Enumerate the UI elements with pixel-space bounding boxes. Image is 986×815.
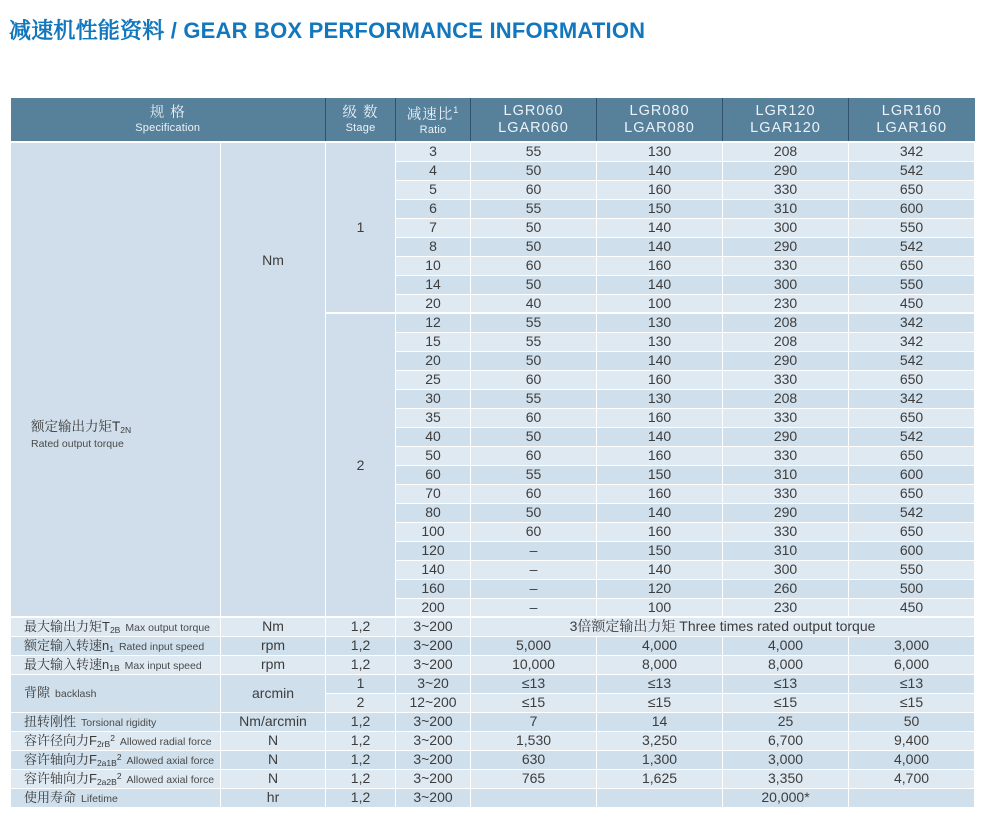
torque-value-cell: 600 [849, 541, 975, 560]
spec-row [11, 655, 975, 674]
spec-value-cell [597, 788, 723, 807]
torque-value-cell: 120 [597, 579, 723, 598]
spec-label-subscript: 2B [109, 624, 121, 635]
spec-unit-cell: Nm/arcmin [221, 712, 326, 731]
header-ratio [396, 98, 471, 142]
table-body [11, 142, 975, 807]
torque-value-cell: 310 [723, 541, 849, 560]
torque-value-cell: 330 [723, 256, 849, 275]
spec-value-cell: 20,000* [723, 788, 849, 807]
stage-cell: 2 [326, 313, 396, 617]
spec-label-cn: 最大输入转速n [24, 656, 110, 672]
ratio-cell: 7 [396, 218, 471, 237]
spec-value-cell: ≤15 [723, 693, 849, 712]
spec-value-cell: ≤13 [723, 674, 849, 693]
torque-value-cell: 150 [597, 465, 723, 484]
page-title: 减速机性能资料 / GEAR BOX PERFORMANCE INFORMATION [9, 18, 646, 43]
spec-value-cell: ≤13 [849, 674, 975, 693]
spec-unit-cell: arcmin [221, 674, 326, 712]
torque-value-cell: – [471, 541, 597, 560]
torque-value-cell: 650 [849, 256, 975, 275]
torque-value-cell: 542 [849, 237, 975, 256]
torque-value-cell: 150 [597, 199, 723, 218]
torque-value-cell: 550 [849, 218, 975, 237]
ratio-cell: 3~200 [396, 712, 471, 731]
spec-value-cell: 3,250 [597, 731, 723, 750]
torque-value-cell: 50 [471, 503, 597, 522]
spec-value-cell: 3,000 [849, 636, 975, 655]
stage-cell: 1,2 [326, 731, 396, 750]
ratio-cell: 120 [396, 541, 471, 560]
torque-value-cell: 160 [597, 256, 723, 275]
torque-value-cell: 450 [849, 598, 975, 617]
ratio-cell: 160 [396, 579, 471, 598]
torque-value-cell: 450 [849, 294, 975, 313]
torque-value-cell: 140 [597, 161, 723, 180]
spec-row [11, 674, 975, 693]
torque-value-cell: 208 [723, 332, 849, 351]
spec-label-cell [11, 617, 221, 636]
spec-label-subscript: 2rB [96, 738, 111, 749]
torque-value-cell: 55 [471, 142, 597, 161]
torque-value-cell: 310 [723, 465, 849, 484]
ratio-cell: 25 [396, 370, 471, 389]
spec-value-cell: 8,000 [723, 655, 849, 674]
header-stage [326, 98, 396, 142]
spec-value-cell: 8,000 [597, 655, 723, 674]
spec-label-en: Torsional rigidity [81, 716, 157, 729]
header-stage-cn: 级 数 [342, 104, 379, 121]
spec-row [11, 769, 975, 788]
torque-value-cell: 290 [723, 237, 849, 256]
torque-value-cell: 160 [597, 522, 723, 541]
spec-label-en: Max output torque [125, 621, 210, 634]
torque-value-cell: 290 [723, 351, 849, 370]
header-ratio-cn: 减速比 [406, 106, 454, 123]
torque-value-cell: 160 [597, 370, 723, 389]
torque-value-cell: 208 [723, 313, 849, 332]
spec-row [11, 731, 975, 750]
torque-value-cell: 542 [849, 351, 975, 370]
ratio-cell: 3 [396, 142, 471, 161]
spec-label-superscript: 2 [110, 732, 115, 743]
span-value-cell: 3倍额定输出力矩 Three times rated output torque [471, 617, 975, 636]
ratio-cell: 15 [396, 332, 471, 351]
torque-value-cell: 150 [597, 541, 723, 560]
torque-value-cell: 160 [597, 484, 723, 503]
header-model-lgr120 [723, 98, 849, 142]
torque-value-cell: 310 [723, 199, 849, 218]
spec-value-cell: 4,000 [723, 636, 849, 655]
torque-unit-text: Nm [262, 252, 284, 268]
torque-value-cell: 140 [597, 275, 723, 294]
spec-label-cell [11, 788, 221, 807]
stage-cell: 1,2 [326, 636, 396, 655]
spec-unit-cell: hr [221, 788, 326, 807]
model-name: LGR120 [755, 102, 816, 119]
spec-value-cell: 5,000 [471, 636, 597, 655]
torque-value-cell: 60 [471, 180, 597, 199]
spec-label-cn: 容许轴向力F [24, 770, 97, 786]
model-name: LGAR120 [750, 119, 821, 136]
torque-value-cell: 60 [471, 256, 597, 275]
model-name: LGAR060 [498, 119, 569, 136]
torque-value-cell: 542 [849, 503, 975, 522]
spec-value-cell: 3,350 [723, 769, 849, 788]
spec-label-cell [11, 712, 221, 731]
spec-row [11, 750, 975, 769]
torque-value-cell: 130 [597, 313, 723, 332]
ratio-cell: 3~200 [396, 750, 471, 769]
spec-label-superscript: 2 [116, 770, 122, 781]
ratio-cell: 12 [396, 313, 471, 332]
spec-label-cell [11, 674, 221, 712]
stage-cell: 1,2 [326, 788, 396, 807]
spec-value-cell: 25 [723, 712, 849, 731]
spec-value-cell: 4,000 [849, 750, 975, 769]
torque-value-cell: 330 [723, 370, 849, 389]
spec-label-cn: 扭转刚性 [24, 713, 77, 729]
ratio-cell: 14 [396, 275, 471, 294]
spec-label-cell [11, 769, 221, 788]
spec-label-superscript: 2 [116, 751, 122, 762]
torque-value-cell: 500 [849, 579, 975, 598]
torque-value-cell: 300 [723, 218, 849, 237]
model-name: LGR160 [881, 102, 942, 119]
torque-value-cell: 330 [723, 446, 849, 465]
torque-value-cell: 140 [597, 237, 723, 256]
torque-unit [221, 142, 326, 617]
ratio-cell: 30 [396, 389, 471, 408]
spec-label-en: Lifetime [81, 792, 118, 805]
torque-value-cell: 100 [597, 294, 723, 313]
torque-value-cell: 50 [471, 161, 597, 180]
torque-value-cell: 208 [723, 142, 849, 161]
stage-cell: 1,2 [326, 617, 396, 636]
torque-value-cell: 650 [849, 484, 975, 503]
torque-value-cell: 230 [723, 598, 849, 617]
spec-value-cell: 6,000 [849, 655, 975, 674]
spec-label-cn: 背隙 [24, 685, 51, 701]
torque-value-cell: 60 [471, 370, 597, 389]
torque-value-cell: 650 [849, 370, 975, 389]
rated-output-torque-subscript: 2N [120, 424, 132, 435]
spec-value-cell: 4,700 [849, 769, 975, 788]
spec-value-cell: 14 [597, 712, 723, 731]
ratio-cell: 3~200 [396, 617, 471, 636]
ratio-cell: 6 [396, 199, 471, 218]
torque-value-cell: 50 [471, 275, 597, 294]
spec-label-subscript: 1B [109, 662, 120, 673]
model-name: LGAR160 [876, 119, 948, 136]
spec-value-cell: ≤15 [471, 693, 597, 712]
torque-value-cell: 330 [723, 408, 849, 427]
torque-value-cell: 300 [723, 275, 849, 294]
torque-value-cell: 50 [471, 427, 597, 446]
torque-value-cell: 650 [849, 180, 975, 199]
spec-unit-cell: N [221, 769, 326, 788]
ratio-cell: 80 [396, 503, 471, 522]
torque-value-cell: 50 [471, 351, 597, 370]
spec-unit-cell: rpm [221, 655, 326, 674]
torque-value-cell: 50 [471, 237, 597, 256]
ratio-cell: 40 [396, 427, 471, 446]
torque-value-cell: 55 [471, 332, 597, 351]
stage-cell: 2 [326, 693, 396, 712]
torque-value-cell: 550 [849, 560, 975, 579]
torque-value-cell: 650 [849, 522, 975, 541]
torque-value-cell: 130 [597, 142, 723, 161]
stage-cell: 1,2 [326, 655, 396, 674]
torque-value-cell: 40 [471, 294, 597, 313]
header-model-lgr080 [597, 98, 723, 142]
torque-value-cell: 342 [849, 389, 975, 408]
ratio-cell: 140 [396, 560, 471, 579]
torque-value-cell: 542 [849, 161, 975, 180]
stage-cell: 1,2 [326, 712, 396, 731]
torque-value-cell: 160 [597, 446, 723, 465]
header-ratio-en: Ratio [419, 123, 447, 136]
torque-value-cell: 330 [723, 180, 849, 199]
ratio-cell: 10 [396, 256, 471, 275]
header-model-lgr060 [471, 98, 597, 142]
ratio-cell: 35 [396, 408, 471, 427]
spec-label-cell [11, 655, 221, 674]
torque-value-cell: 230 [723, 294, 849, 313]
torque-value-cell: 160 [597, 180, 723, 199]
spec-unit-cell: N [221, 731, 326, 750]
ratio-cell: 5 [396, 180, 471, 199]
spec-unit-cell: N [221, 750, 326, 769]
torque-value-cell: 600 [849, 199, 975, 218]
ratio-cell: 3~200 [396, 655, 471, 674]
spec-value-cell: 1,300 [597, 750, 723, 769]
ratio-cell: 3~200 [396, 731, 471, 750]
ratio-cell: 20 [396, 351, 471, 370]
torque-value-cell: 650 [849, 408, 975, 427]
spec-value-cell: 9,400 [849, 731, 975, 750]
torque-value-cell: 60 [471, 446, 597, 465]
header-specification [11, 98, 326, 142]
ratio-cell: 3~200 [396, 636, 471, 655]
stage-cell: 1,2 [326, 769, 396, 788]
torque-value-cell: 55 [471, 199, 597, 218]
spec-unit-cell: rpm [221, 636, 326, 655]
spec-label-en: Allowed radial force [119, 735, 212, 748]
ratio-cell: 50 [396, 446, 471, 465]
ratio-cell: 60 [396, 465, 471, 484]
spec-label-en: Allowed axial force [126, 773, 215, 786]
spec-label-en: backlash [55, 688, 97, 701]
spec-value-cell: 10,000 [471, 655, 597, 674]
spec-row [11, 636, 975, 655]
ratio-cell: 70 [396, 484, 471, 503]
ratio-cell: 8 [396, 237, 471, 256]
spec-value-cell: ≤15 [597, 693, 723, 712]
ratio-cell: 3~200 [396, 788, 471, 807]
stage-cell: 1 [326, 674, 396, 693]
spec-label-cell [11, 731, 221, 750]
spec-value-cell: ≤15 [849, 693, 975, 712]
spec-row [11, 788, 975, 807]
table-header [11, 98, 975, 142]
ratio-cell: 4 [396, 161, 471, 180]
torque-value-cell: 140 [597, 560, 723, 579]
torque-value-cell: 55 [471, 389, 597, 408]
spec-label-cell [11, 750, 221, 769]
ratio-cell: 12~200 [396, 693, 471, 712]
torque-value-cell: 300 [723, 560, 849, 579]
model-name: LGR080 [629, 102, 690, 119]
torque-value-cell: 550 [849, 275, 975, 294]
spec-row [11, 617, 975, 636]
torque-value-cell: 60 [471, 522, 597, 541]
header-specification-en: Specification [135, 121, 201, 134]
spec-value-cell: 630 [471, 750, 597, 769]
spec-unit-cell: Nm [221, 617, 326, 636]
torque-value-cell: 100 [597, 598, 723, 617]
spec-label-subscript: 2a2B [96, 776, 117, 787]
ratio-cell: 3~200 [396, 769, 471, 788]
ratio-cell: 20 [396, 294, 471, 313]
spec-label-subscript: 2a1B [96, 757, 117, 768]
torque-value-cell: – [471, 560, 597, 579]
torque-value-cell: 290 [723, 161, 849, 180]
torque-value-cell: – [471, 598, 597, 617]
torque-value-cell: – [471, 579, 597, 598]
spec-value-cell: 1,530 [471, 731, 597, 750]
torque-value-cell: 140 [597, 427, 723, 446]
torque-value-cell: 650 [849, 446, 975, 465]
torque-value-cell: 600 [849, 465, 975, 484]
torque-value-cell: 160 [597, 408, 723, 427]
spec-value-cell: 4,000 [597, 636, 723, 655]
model-name: LGAR080 [624, 119, 695, 136]
ratio-cell: 100 [396, 522, 471, 541]
spec-label-cn: 最大输出力矩T [24, 618, 110, 634]
spec-label-cn: 额定输入转速n [24, 637, 110, 653]
performance-table [10, 98, 975, 808]
ratio-cell: 3~20 [396, 674, 471, 693]
torque-value-cell: 342 [849, 142, 975, 161]
header-ratio-footnote: 1 [453, 105, 460, 116]
spec-value-cell: 3,000 [723, 750, 849, 769]
model-name: LGR060 [503, 102, 564, 119]
spec-label-subscript: 1 [109, 643, 114, 654]
spec-label-cn: 使用寿命 [24, 789, 77, 805]
spec-value-cell [849, 788, 975, 807]
spec-value-cell: 765 [471, 769, 597, 788]
torque-value-cell: 330 [723, 522, 849, 541]
torque-value-cell: 140 [597, 503, 723, 522]
torque-value-cell: 50 [471, 218, 597, 237]
spec-value-cell: ≤13 [471, 674, 597, 693]
spec-label-en: Rated input speed [118, 640, 205, 653]
torque-value-cell: 260 [723, 579, 849, 598]
torque-value-cell: 330 [723, 484, 849, 503]
header-specification-cn: 规 格 [149, 104, 186, 121]
spec-label-en: Allowed axial force [126, 754, 215, 767]
rated-output-torque-label [11, 142, 221, 617]
ratio-cell: 200 [396, 598, 471, 617]
spec-label-cn: 容许轴向力F [24, 751, 97, 767]
torque-value-cell: 208 [723, 389, 849, 408]
torque-value-cell: 130 [597, 332, 723, 351]
torque-value-cell: 140 [597, 351, 723, 370]
spec-label-cell [11, 636, 221, 655]
torque-value-cell: 130 [597, 389, 723, 408]
rated-output-torque-cn: 额定输出力矩T [31, 418, 121, 434]
torque-value-cell: 342 [849, 332, 975, 351]
stage-cell: 1,2 [326, 750, 396, 769]
header-stage-en: Stage [345, 121, 376, 134]
spec-value-cell: 6,700 [723, 731, 849, 750]
torque-value-cell: 55 [471, 465, 597, 484]
spec-row [11, 712, 975, 731]
spec-label-cn: 容许径向力F [24, 732, 97, 748]
stage-cell: 1 [326, 142, 396, 313]
spec-value-cell: 50 [849, 712, 975, 731]
spec-label-en: Max input speed [124, 659, 202, 672]
rated-output-torque-en: Rated output torque [31, 437, 124, 450]
spec-value-cell: ≤13 [597, 674, 723, 693]
header-model-lgr160 [849, 98, 975, 142]
spec-value-cell: 1,625 [597, 769, 723, 788]
torque-value-cell: 60 [471, 484, 597, 503]
torque-row [11, 142, 975, 161]
spec-value-cell [471, 788, 597, 807]
torque-value-cell: 60 [471, 408, 597, 427]
torque-value-cell: 542 [849, 427, 975, 446]
spec-value-cell: 7 [471, 712, 597, 731]
torque-value-cell: 290 [723, 503, 849, 522]
torque-value-cell: 140 [597, 218, 723, 237]
torque-value-cell: 55 [471, 313, 597, 332]
torque-value-cell: 342 [849, 313, 975, 332]
torque-value-cell: 290 [723, 427, 849, 446]
